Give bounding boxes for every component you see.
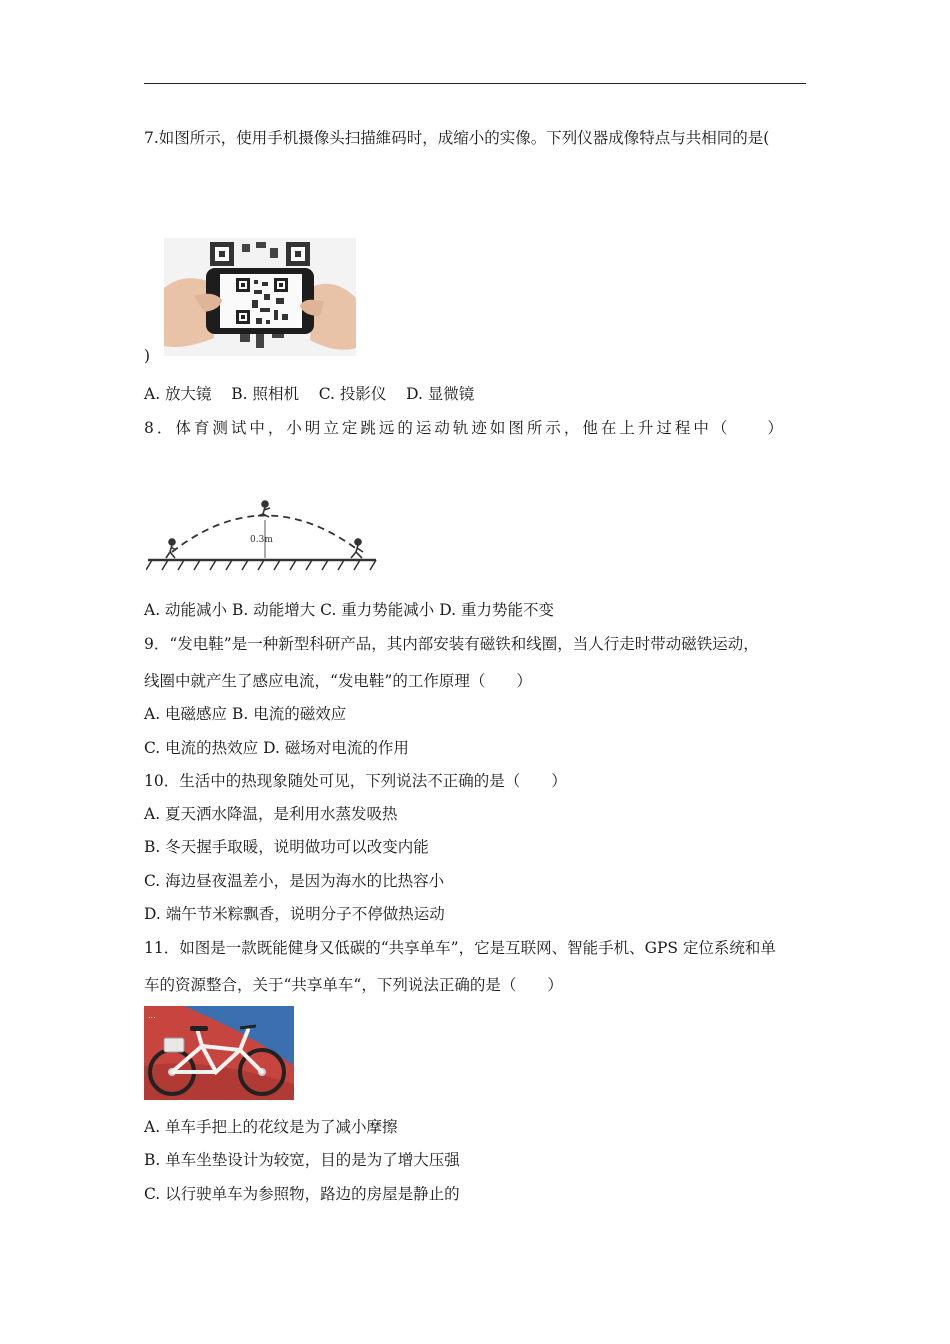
q10-option-c: C. 海边昼夜温差小，是因为海水的比热容小 (144, 872, 445, 890)
q10-option-b: B. 冬天握手取暖，说明做功可以改变内能 (144, 838, 429, 856)
q7-stem-close: ) (144, 347, 151, 365)
q10-stem: 10．生活中的热现象随处可见，下列说法不正确的是（ ） (144, 772, 567, 790)
q10-option-d: D. 端午节米粽飘香，说明分子不停做热运动 (144, 905, 445, 923)
q11-stem-line1: 11．如图是一款既能健身又低碳的“共享单车”，它是互联网、智能手机、GPS 定位系统和单 (144, 939, 776, 957)
q11-stem-line2: 车的资源整合，关于“共享单车“，下列说法正确的是（ ） (144, 976, 563, 994)
jumper-landing-icon (351, 539, 363, 558)
header-rule (144, 83, 806, 84)
q9-option-line2: C. 电流的热效应 D. 磁场对电流的作用 (144, 739, 409, 757)
q11-option-c: C. 以行驶单车为参照物，路边的房屋是静止的 (144, 1185, 460, 1203)
q10-option-a: A. 夏天洒水降温，是利用水蒸发吸热 (144, 805, 398, 823)
q11-option-a: A. 单车手把上的花纹是为了减小摩擦 (144, 1118, 398, 1136)
q9-stem-line1: 9．“发电鞋”是一种新型科研产品，其内部安装有磁铁和线圈，当人行走时带动磁铁运动， (144, 635, 759, 653)
height-label: 0.3m (250, 535, 273, 545)
jumper-start-icon (166, 539, 176, 558)
q7-options: A. 放大镜 B. 照相机 C. 投影仪 D. 显微镜 (144, 385, 475, 403)
q8-stem: 8．体育测试中，小明立定跳远的运动轨迹如图所示，他在上升过程中（ ） (144, 419, 786, 437)
q11-option-b: B. 单车坐垫设计为较宽，目的是为了增大压强 (144, 1151, 460, 1169)
q9-stem-line2: 线圈中就产生了感应电流，“发电鞋”的工作原理（ ） (144, 672, 532, 690)
q8-options: A. 动能减小 B. 动能增大 C. 重力势能减小 D. 重力势能不变 (144, 601, 554, 619)
q9-option-line1: A. 电磁感应 B. 电流的磁效应 (144, 705, 347, 723)
jumper-air-icon (258, 501, 270, 517)
shared-bike-photo (144, 1006, 294, 1100)
long-jump-diagram (146, 500, 380, 578)
qr-scan-photo (164, 238, 356, 356)
q7-stem: 7.如图所示，使用手机摄像头扫描維码时，成缩小的实像。下列仪器成像特点与共相同的是( (144, 129, 770, 147)
svg-text:...: ... (148, 1011, 156, 1020)
